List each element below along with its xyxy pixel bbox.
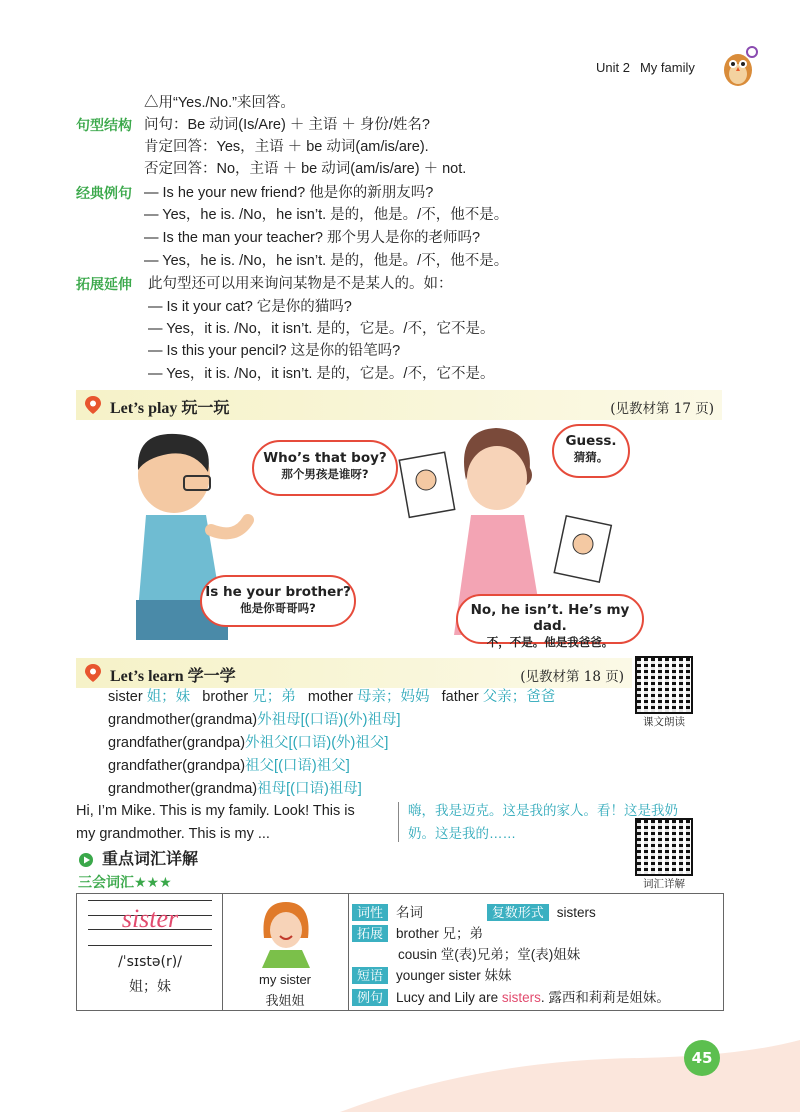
page-number: 45 [684,1040,720,1076]
vocab-ext-row: cousin 堂(表)兄弟；堂(表)姐妹 [398,947,581,962]
structure-line: 否定回答：No，主语 ＋ be 动词(am/is/are) ＋ not. [144,161,467,177]
example-line: — Yes，he is. /No，he isn’t. 是的，他是。/不，他不是。 [144,253,509,269]
learn-ref: (见教材第 18 页) [520,669,624,685]
passage-zh: 嗨，我是迈克。这是我的家人。看！这是我奶 [408,803,678,818]
unit-title: My family [639,60,695,75]
extension-line: — Is this your pencil? 这是你的铅笔吗? [148,343,401,359]
speech-bubble: Guess. 猜猜。 [552,424,630,478]
girl-portrait [258,898,314,968]
extension-intro: 此句型还可以用来询问某物是不是某人的。如： [148,276,453,292]
example-line: — Yes，he is. /No，he isn’t. 是的，他是。/不，他不是。 [144,207,509,223]
passage-divider [398,802,399,842]
speech-bubble: No, he isn’t. He’s my dad. 不，不是。他是我爸爸。 [456,594,644,644]
extension-line: — Is it your cat? 它是你的猫吗? [148,299,352,315]
label-structure: 句型结构 [76,118,132,134]
example-line: — Is he your new friend? 他是你的新朋友吗? [144,185,434,201]
word-row: sister 姐；妹 brother 兄；弟 mother 母亲；妈妈 father 父亲；爸爸 [108,689,556,705]
vocab-ext-row: 拓展 brother 兄；弟 [352,922,483,942]
grand-row: grandfather(grandpa)外祖父[(口语)(外)祖父] [108,735,389,751]
vocab-example-row: 例句 Lucy and Lily are sisters. 露西和莉莉是姐妹。 [352,986,670,1006]
qr-code-icon[interactable] [637,820,691,874]
structure-line: 肯定回答：Yes，主语 ＋ be 动词(am/is/are). [144,139,429,155]
pic-caption-en: my sister [259,972,311,987]
label-examples: 经典例句 [76,186,132,202]
passage-en: Hi, I’m Mike. This is my family. Look! This is [76,803,355,819]
qr-caption: 词汇详解 [643,878,685,890]
vocab-pos-row: 词性 名词 复数形式 sisters [352,901,596,921]
extension-line: — Yes，it is. /No，it isn’t. 是的，它是。/不，它不是。 [148,366,495,382]
pic-caption-zh: 我姐姐 [265,994,305,1009]
play-title: Let’s play 玩一玩 [110,400,230,417]
section-band-learn [76,658,632,688]
section-band-play [76,390,722,420]
label-extension: 拓展延伸 [76,277,132,293]
passage-en: my grandmother. This is my ... [76,826,270,842]
vocab-phrase-row: 短语 younger sister 妹妹 [352,964,512,984]
vocab-phonetic: /ˈsɪstə(r)/ [118,954,182,970]
unit-label: Unit 2 [596,60,630,75]
vocab-heading: 重点词汇详解 [102,849,199,868]
extension-line: — Yes，it is. /No，it isn’t. 是的，它是。/不，它不是。 [148,321,495,337]
learn-title: Let’s learn 学一学 [110,668,236,685]
play-circle-icon [78,852,94,868]
passage-zh: 奶。这是我的…… [408,826,516,841]
speech-bubble: Who’s that boy? 那个男孩是谁呀? [252,440,398,496]
location-pin-icon [84,663,102,683]
running-header [596,60,695,75]
grand-row: grandfather(grandpa)祖父[(口语)祖父] [108,758,350,774]
grand-row: grandmother(grandma)外祖母[(口语)(外)祖母] [108,712,401,728]
vocab-meaning: 姐；妹 [129,979,171,995]
vocab-word: sister [121,904,179,933]
location-pin-icon [84,395,102,415]
play-ref: (见教材第 17 页) [610,401,714,417]
qr-caption: 课文朗读 [643,716,685,728]
grammar-note: △用“Yes./No.”来回答。 [144,95,295,111]
mascot-icon [716,44,762,90]
speech-bubble: Is he your brother? 他是你哥哥吗? [200,575,356,627]
example-line: — Is the man your teacher? 那个男人是你的老师吗? [144,230,481,246]
decorative-wave [340,1020,800,1112]
vocab-level: 三会词汇★★★ [78,875,172,891]
qr-code-icon[interactable] [637,658,691,712]
structure-line: 问句：Be 动词(Is/Are) ＋ 主语 ＋ 身份/姓名? [144,117,430,133]
grand-row: grandmother(grandma)祖母[(口语)祖母] [108,781,362,797]
